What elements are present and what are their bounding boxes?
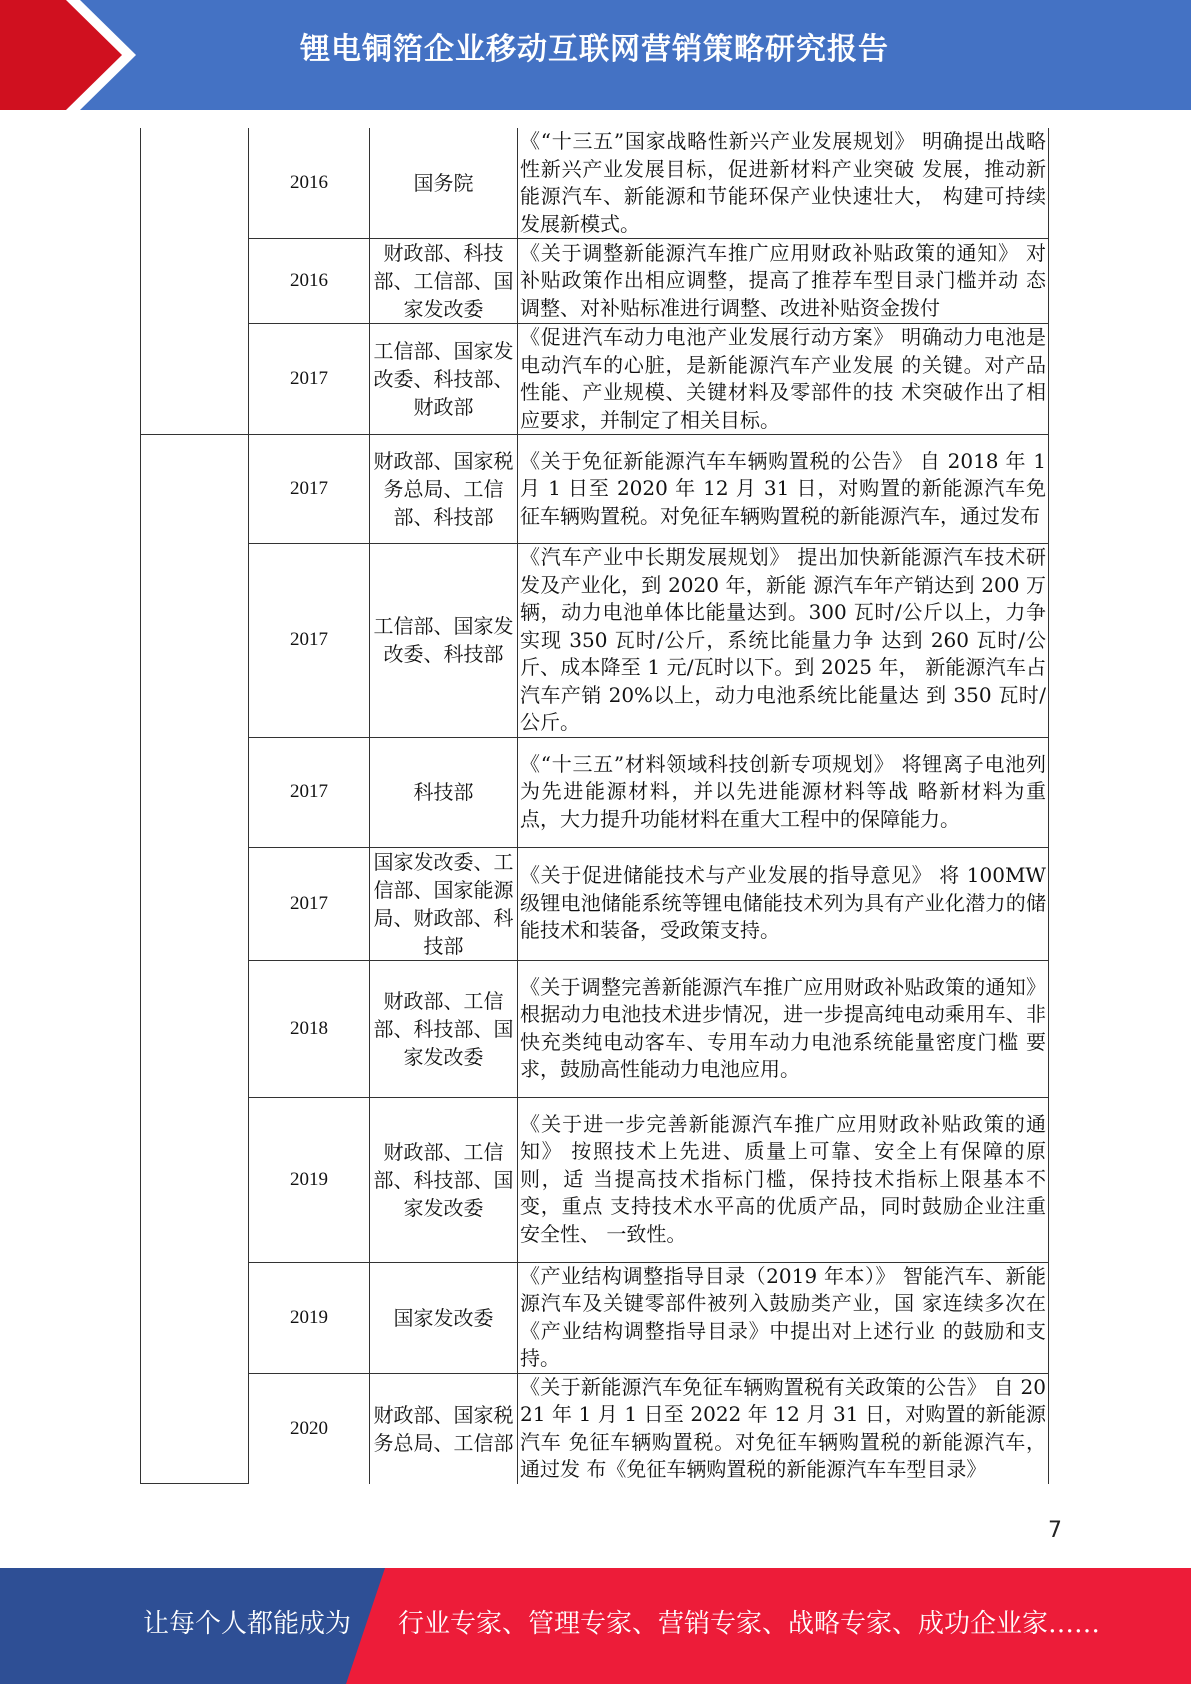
- table-row: [141, 1262, 1049, 1373]
- policy-content-cell: 《关于促进储能技术与产业发展的指导意见》 将 100MW 级锂电池储能系统等锂电储能技术列为具有产业化潜力的储能技术和装备，受政策支持。: [518, 847, 1049, 960]
- table-row: [141, 847, 1049, 960]
- table-row: [141, 960, 1049, 1097]
- year-cell: 2017: [249, 544, 370, 738]
- table-row: [141, 1097, 1049, 1262]
- page-footer: [0, 1568, 1191, 1684]
- department-cell: 财政部、工信部、科技部、国 家发改委: [370, 1097, 518, 1262]
- page-number: 7: [1048, 1518, 1062, 1543]
- policy-content-cell: 《关于免征新能源汽车车辆购置税的公告》 自 2018 年 1 月 1 日至 2020 年 12 月 31 日，对购置的新能源汽车免 征车辆购置税。对免征车辆购置税的新能源汽车，通过发布: [518, 435, 1049, 544]
- policy-content-cell: 《产业结构调整指导目录（2019 年本）》 智能汽车、新能源汽车及关键零部件被列入鼓励类产业，国 家连续多次在《产业结构调整指导目录》中提出对上述行业 的鼓励和支持。: [518, 1262, 1049, 1373]
- footer-slogan-right: 行业专家、管理专家、营销专家、战略专家、成功企业家……: [398, 1609, 1101, 1639]
- department-cell: 财政部、科技部、工信部、国 家发改委: [370, 239, 518, 324]
- year-cell: 2019: [249, 1097, 370, 1262]
- year-cell: 2016: [249, 128, 370, 239]
- policy-table: [140, 128, 1049, 1484]
- policy-content-cell: 《汽车产业中长期发展规划》 提出加快新能源汽车技术研发及产业化，到 2020 年，新能 源汽车年产销达到 200 万辆，动力电池单体比能量达到。300 瓦时/公斤以上，力争实现 350 瓦时/公斤，系统比能量力争 达到 260 瓦时/公斤、成本降至 1 元/瓦时以下。到 2025 年， 新能源汽车占汽车产销 20%以上，动力电池系统比能量达 到 350 瓦时/公斤。: [518, 544, 1049, 738]
- year-cell: 2016: [249, 239, 370, 324]
- policy-content-cell: 《促进汽车动力电池产业发展行动方案》 明确动力电池是电动汽车的心脏，是新能源汽车产业发展 的关键。对产品性能、产业规模、关键材料及零部件的技 术突破作出了相应要求，并制定了相关目标。: [518, 324, 1049, 435]
- policy-content-cell: 《“十三五”材料领域科技创新专项规划》 将锂离子电池列为先进能源材料，并以先进能源材料等战 略新材料为重点，大力提升功能材料在重大工程中的保障能力。: [518, 737, 1049, 847]
- policy-content-cell: 《关于调整新能源汽车推广应用财政补贴政策的通知》 对补贴政策作出相应调整，提高了推荐车型目录门槛并动 态调整、对补贴标准进行调整、改进补贴资金拨付: [518, 239, 1049, 324]
- year-cell: 2020: [249, 1373, 370, 1484]
- policy-content-cell: 《“十三五”国家战略性新兴产业发展规划》 明确提出战略性新兴产业发展目标，促进新材料产业突破 发展，推动新能源汽车、新能源和节能环保产业快速壮大， 构建可持续发展新模式。: [518, 128, 1049, 239]
- year-cell: 2018: [249, 960, 370, 1097]
- department-cell: 工信部、国家发 改委、科技部、 财政部: [370, 324, 518, 435]
- table-row: [141, 324, 1049, 435]
- department-cell: 财政部、国家税务总局、工信部: [370, 1373, 518, 1484]
- year-cell: 2017: [249, 324, 370, 435]
- department-cell: 国务院: [370, 128, 518, 239]
- table-row: [141, 544, 1049, 738]
- category-cell: [141, 128, 249, 435]
- year-cell: 2017: [249, 435, 370, 544]
- department-cell: 工信部、国家发 改委、科技部: [370, 544, 518, 738]
- department-cell: 财政部、工信部、科技部、国 家发改委: [370, 960, 518, 1097]
- department-cell: 科技部: [370, 737, 518, 847]
- department-cell: 国家发改委: [370, 1262, 518, 1373]
- year-cell: 2017: [249, 847, 370, 960]
- category-cell: [141, 435, 249, 1484]
- policy-content-cell: 《关于调整完善新能源汽车推广应用财政补贴政策的通知》 根据动力电池技术进步情况，进一步提高纯电动乘用车、非快充类纯电动客车、专用车动力电池系统能量密度门槛 要求，鼓励高性能动力电池应用。: [518, 960, 1049, 1097]
- table-row: [141, 435, 1049, 544]
- footer-slogan-left: 让每个人都能成为: [143, 1609, 352, 1639]
- table-row: [141, 128, 1049, 239]
- department-cell: 财政部、国家税 务总局、工信 部、科技部: [370, 435, 518, 544]
- policy-content-cell: 《关于新能源汽车免征车辆购置税有关政策的公告》 自 2021 年 1 月 1 日至 2022 年 12 月 31 日，对购置的新能源汽车 免征车辆购置税。对免征车辆购置税的新能源汽车，通过发 布《免征车辆购置税的新能源汽车车型目录》: [518, 1373, 1049, 1484]
- header-arrow-decoration: [0, 0, 160, 110]
- policy-content-cell: 《关于进一步完善新能源汽车推广应用财政补贴政策的通知》 按照技术上先进、质量上可靠、安全上有保障的原则，适 当提高技术指标门槛，保持技术指标上限基本不变，重点 支持技术水平高的优质产品，同时鼓励企业注重安全性、 一致性。: [518, 1097, 1049, 1262]
- year-cell: 2017: [249, 737, 370, 847]
- department-cell: 国家发改委、工 信部、国家能源 局、财政部、科 技部: [370, 847, 518, 960]
- page-header: [0, 0, 1191, 110]
- table-row: [141, 1373, 1049, 1484]
- table-row: [141, 239, 1049, 324]
- year-cell: 2019: [249, 1262, 370, 1373]
- table-row: [141, 737, 1049, 847]
- report-title: 锂电铜箔企业移动互联网营销策略研究报告: [300, 32, 889, 67]
